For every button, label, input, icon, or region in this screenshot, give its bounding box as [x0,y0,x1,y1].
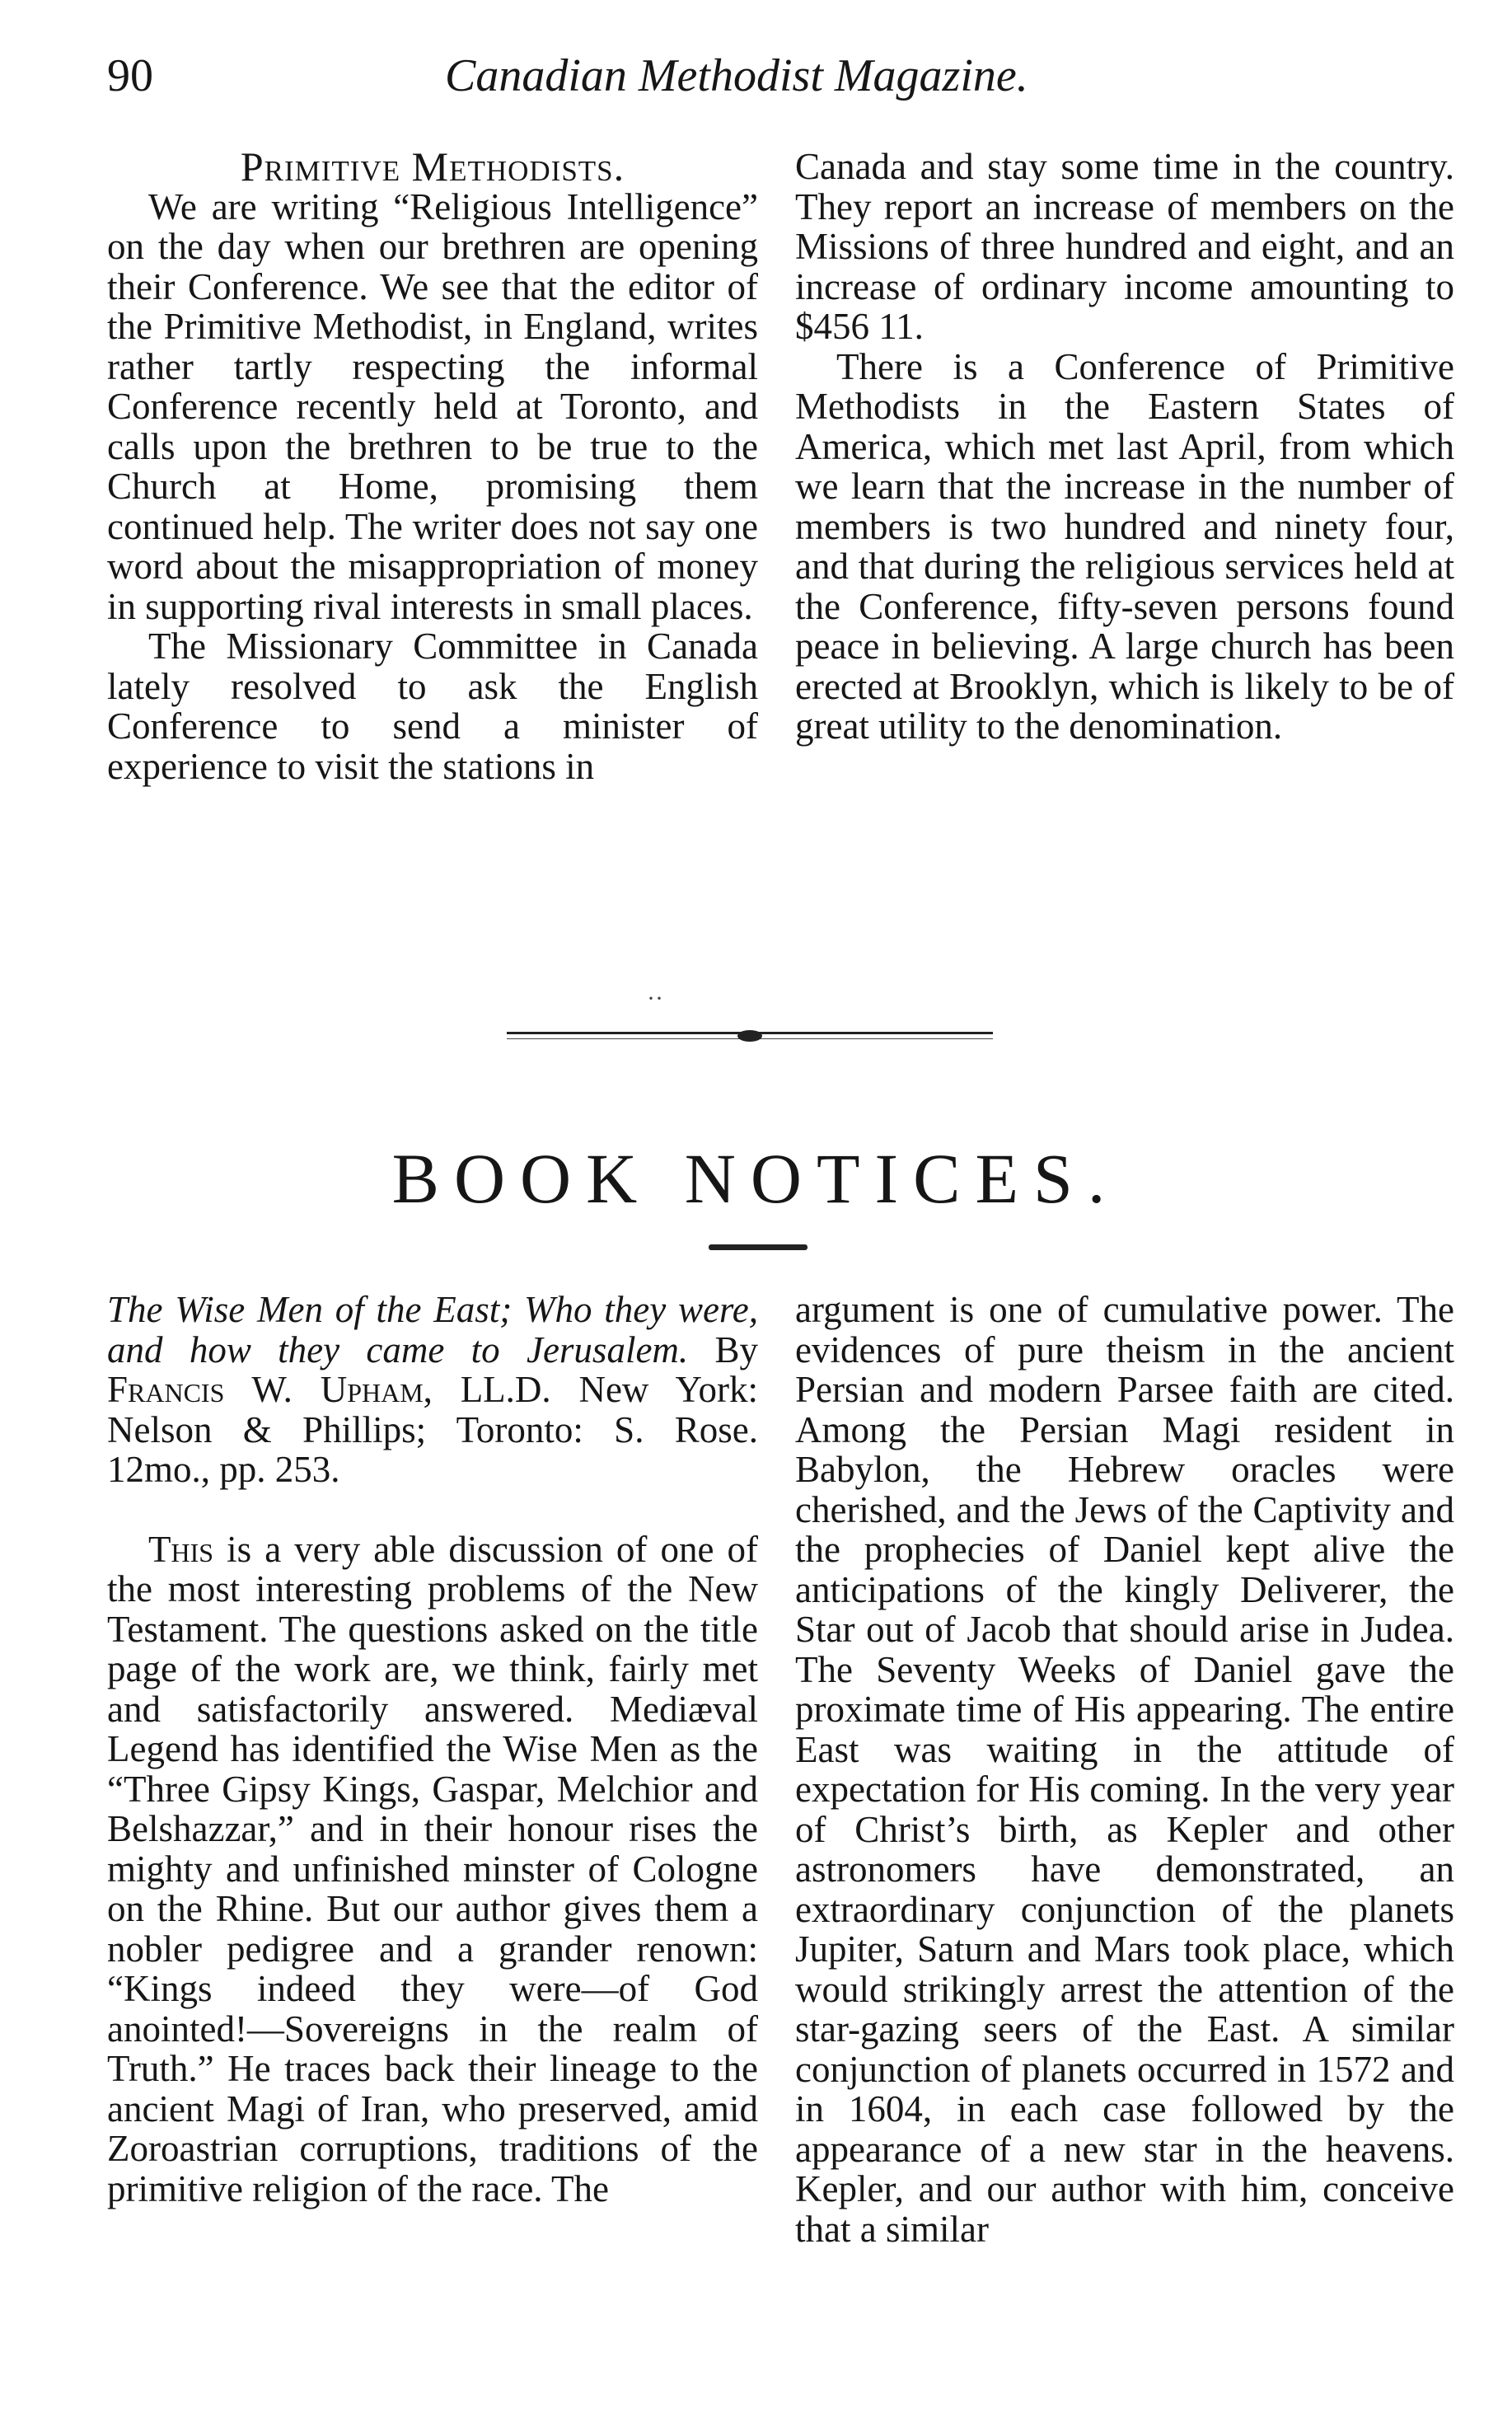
book-notices-heading: BOOK NOTICES. [391,1139,1121,1218]
paragraph: We are writing “Religious Intelligence” on the day when our brethren are opening their Conference. We see that the editor of the Primitive Methodist, in England, writes rather tartly respecting the informal Conference recently held at Toronto, and calls upon the brethren to be true to the Church at Home, promising them continued help. The writer does not say one word about the misappropriation of money in supporting rival interests in small places. [107,185,758,627]
book-title: The Wise Men of the East; Who they were, and how they came to Jerusalem. [107,1289,758,1370]
book-publisher: New York: Nelson & Phillips; Toronto: S. Rose. 12mo., pp. 253. [107,1369,759,1490]
left-column-top [107,143,758,787]
review-text: is a very able discussion of one of the most interesting problems of the New Testament. The questions asked on the title page of the work are, we think, fairly met and satisfactorily answered. Mediæval Legend has identified the Wise Men as the “Three Gipsy Kings, Gaspar, Melchior and Belshazzar,” and in their honour rises the mighty and unfinished minster of Cologne on the Rhine. But our author gives them a nobler pedigree and a grander renown: “Kings indeed they were—of God anointed!—Sovereigns in the realm of Truth.” He traces back their lineage to the ancient Magi of Iran, who preserved, amid Zoroastrian corruptions, traditions of the primitive religion of the race. The [107,1528,758,2209]
running-head [107,49,1458,124]
short-rule [709,1244,807,1250]
right-column-top [795,147,1454,747]
paragraph: There is a Conference of Primitive Methodists in the Eastern States of America, which met last April, from which we learn that the increase in the number of members is two hundred and ninety four, and that during the religious services held at the Conference, fifty-seven persons found peace in believing. A large church has been erected at Brooklyn, which is likely to be of great utility to the denomination. [795,345,1454,747]
page-number: 90 [107,50,153,101]
author-prefix: By [714,1328,758,1370]
section-heading-primitive-methodists: Primitive Methodists. [240,143,625,190]
book-author: Francis W. Upham, LL.D. [107,1369,551,1410]
divider-center-ornament [737,1030,762,1042]
paragraph: The Missionary Committee in Canada lately resolved to ask the English Conference to send a minister of experience to visit the stations in [107,625,758,787]
review-lead-word: This [148,1528,214,1570]
running-title: Canadian Methodist Magazine. [445,50,1028,101]
book-entry [107,1290,758,1490]
review-paragraph-continued: argument is one of cumulative power. The evidences of pure theism in the ancient Persian and modern Parsee faith are cited. Among the Persian Magi resident in Babylon, the Hebrew oracles were cherished, and the Jews of the Captivity and the prophecies of Daniel kept alive the anticipations of the kingly Deliverer, the Star out of Jacob that should arise in Judea. The Seventy Weeks of Daniel gave the proximate time of His appearing. The entire East was waiting in the attitude of expectation for His coming. In the very year of Christ’s birth, as Kepler and other astronomers have demonstrated, an extraordinary conjunction of the planets Jupiter, Saturn and Mars took place, which would strikingly arrest the attention of the star-gazing seers of the East. A similar conjunction of planets occurred in 1572 and in 1604, in each case followed by the appearance of a new star in the heavens. Kepler, and our author with him, conceive that a similar [795,1289,1454,2250]
section-divider-ornament [507,1030,993,1045]
review-paragraph [107,1530,758,2209]
left-column-bottom [107,1290,758,2209]
paragraph-continued: Canada and stay some time in the country. They report an increase of members on the Missions of three hundred and eight, and an increase of ordinary income amounting to $456 11. [795,146,1454,347]
printer-mark: ·· [647,985,663,1012]
right-column-bottom [795,1290,1454,2249]
